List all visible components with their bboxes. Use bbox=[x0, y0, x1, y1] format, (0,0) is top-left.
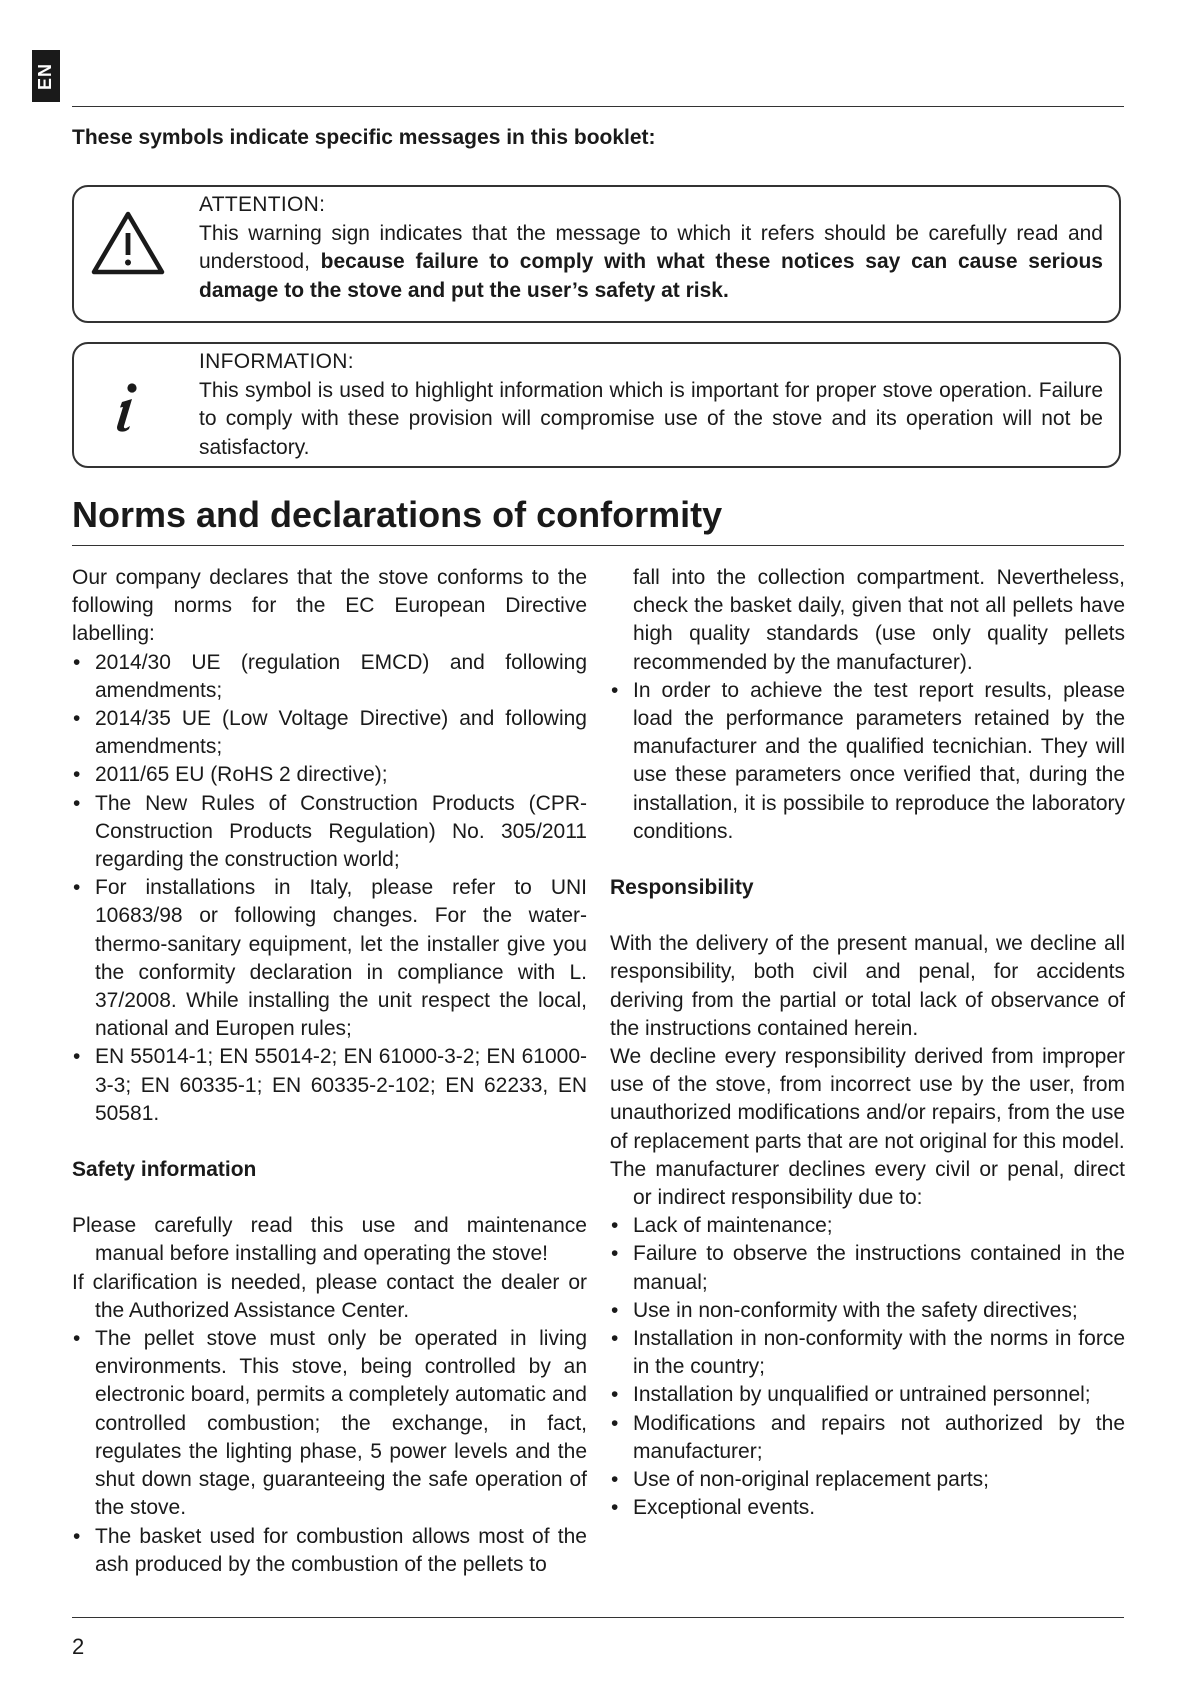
list-item: • Installation in non-conformity with the norms in force in the country; bbox=[610, 1325, 1125, 1381]
information-notice bbox=[72, 342, 1121, 468]
information-text bbox=[199, 348, 1103, 462]
section-rule bbox=[72, 545, 1124, 546]
continuation-paragraph: fall into the collection compartment. Nevertheless, check the basket daily, given that not all pellets have high quality standards (use only quality pellets recommended by the manufacturer). bbox=[633, 566, 1125, 674]
list-item: • Use in non-conformity with the safety directives; bbox=[610, 1297, 1125, 1325]
list-item: • The New Rules of Construction Products (CPR- Construction Products Regulation) No. 305/2011 regarding the construction world; bbox=[72, 790, 587, 875]
list-item: • 2011/65 EU (RoHS 2 directive); bbox=[72, 761, 587, 789]
list-item: • The pellet stove must only be operated in living environments. This stove, being controlled by an electronic board, permits a completely automatic and controlled combustion; the exchange, in fact, regulates the lighting phase, 5 power levels and the shut down stage, guaranteeing the safe operation of the stove. bbox=[72, 1325, 587, 1522]
list-item: • Lack of maintenance; bbox=[610, 1212, 1125, 1240]
responsibility-heading: Responsibility bbox=[610, 876, 754, 900]
responsibility-paragraph: With the delivery of the present manual, we decline all responsibility, both civil and penal, for accidents deriving from the partial or total lack of observance of the instructions contained herein. bbox=[610, 932, 1125, 1040]
attention-text bbox=[199, 191, 1103, 305]
list-item: • 2014/35 UE (Low Voltage Directive) and following amendments; bbox=[72, 705, 587, 761]
list-item: • Installation by unqualified or untrained personnel; bbox=[610, 1381, 1125, 1409]
info-icon bbox=[112, 382, 142, 434]
attention-notice bbox=[72, 185, 1121, 323]
safety-paragraph: Please carefully read this use and maintenance manual before installing and operating the stove! bbox=[72, 1214, 587, 1266]
list-item: • For installations in Italy, please refer to UNI 10683/98 or following changes. For the water- thermo-sanitary equipment, let the installer give you the conformity declaration in compliance with L. 37/2008. While installing the unit respect the local, national and Europen rules; bbox=[72, 874, 587, 1043]
section-title: Norms and declarations of conformity bbox=[72, 494, 723, 535]
safety-paragraph: If clarification is needed, please contact the dealer or the Authorized Assistance Center. bbox=[72, 1270, 587, 1322]
attention-bold: because failure to comply with what these notices say can cause serious damage to the stove and put the user’s safety at risk. bbox=[199, 250, 1103, 302]
information-heading: INFORMATION: bbox=[199, 350, 354, 373]
test-list bbox=[610, 677, 1125, 846]
list-item: • 2014/30 UE (regulation EMCD) and following amendments; bbox=[72, 649, 587, 705]
header-rule bbox=[72, 106, 1124, 107]
responsibility-paragraph: We decline every responsibility derived from improper use of the stove, from incorrect use by the user, from unauthorized modifications and/or repairs, from the use of replacement parts that are not original for this model. bbox=[610, 1045, 1125, 1153]
list-item: • Failure to observe the instructions contained in the manual; bbox=[610, 1240, 1125, 1296]
list-item: • Modifications and repairs not authorized by the manufacturer; bbox=[610, 1410, 1125, 1466]
list-item: • The basket used for combustion allows most of the ash produced by the combustion of the pellets to bbox=[72, 1523, 587, 1579]
list-item: • Exceptional events. bbox=[610, 1494, 1125, 1522]
safety-list bbox=[72, 1325, 587, 1579]
declaration-paragraph: Our company declares that the stove conforms to the following norms for the EC European Directive labelling: bbox=[72, 566, 587, 646]
list-item: • In order to achieve the test report results, please load the performance parameters retained by the manufacturer and the qualified tecnichian. They will use these parameters once verified that, during the installation, it is possibile to reproduce the laboratory conditions. bbox=[610, 677, 1125, 846]
attention-heading: ATTENTION: bbox=[199, 193, 326, 216]
left-column bbox=[72, 564, 587, 1579]
symbols-intro: These symbols indicate specific messages in this booklet: bbox=[72, 126, 656, 149]
warning-triangle-icon bbox=[90, 209, 166, 277]
list-item: • Use of non-original replacement parts; bbox=[610, 1466, 1125, 1494]
norms-list bbox=[72, 649, 587, 1128]
information-body: This symbol is used to highlight information which is important for proper stove operation. Failure to comply with these provision will compromise use of the stove and its operation will not be satisfactory. bbox=[199, 378, 1103, 459]
attention-body: This warning sign indicates that the message to which it refers should be carefully read and understood, bbox=[199, 221, 1103, 273]
safety-heading: Safety information bbox=[72, 1158, 257, 1182]
footer-rule bbox=[72, 1617, 1124, 1618]
responsibility-paragraph: The manufacturer declines every civil or penal, direct or indirect responsibility due to: bbox=[610, 1157, 1125, 1210]
list-item: • EN 55014-1; EN 55014-2; EN 61000-3-2; EN 61000-3-3; EN 60335-1; EN 60335-2-102; EN 62233, EN 50581. bbox=[72, 1043, 587, 1128]
language-label: EN bbox=[35, 62, 56, 90]
responsibility-list bbox=[610, 1212, 1125, 1522]
right-column bbox=[610, 564, 1125, 1523]
page-number: 2 bbox=[72, 1634, 85, 1659]
language-tab bbox=[32, 50, 60, 102]
